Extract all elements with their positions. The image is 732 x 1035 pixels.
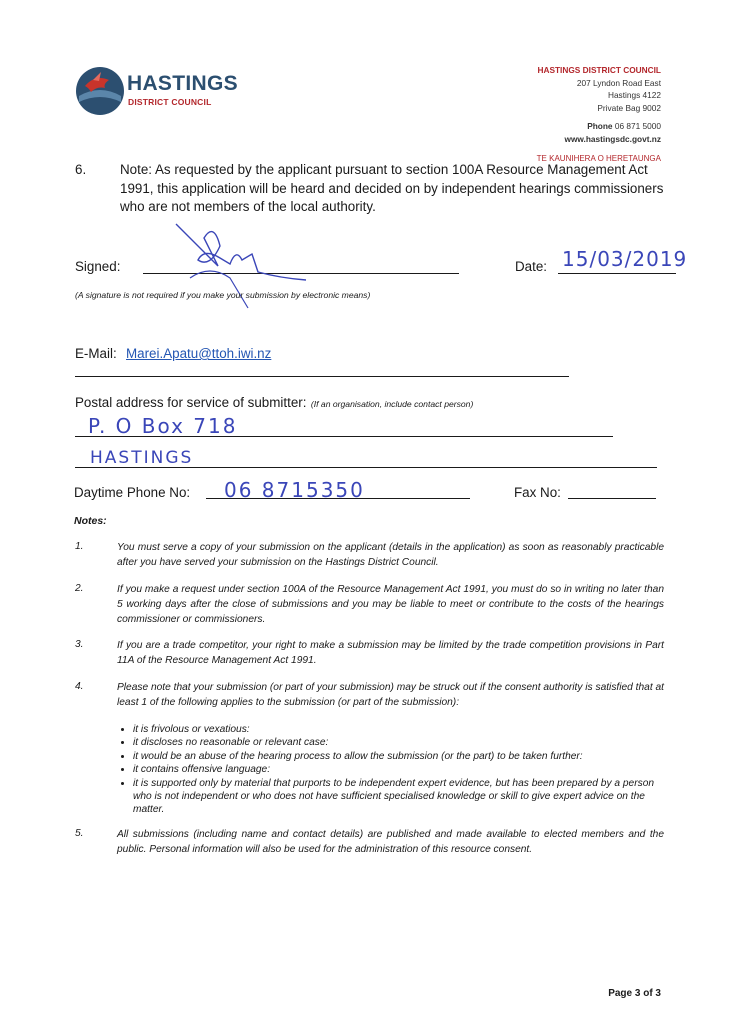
maori-council-name: TE KAUNIHERA O HERETAUNGA: [536, 154, 661, 163]
council-logo: [75, 66, 255, 118]
phone-label: Daytime Phone No:: [74, 485, 191, 500]
bullet-item: • it discloses no reasonable or relevant case:: [133, 736, 665, 749]
email-label: E-Mail:: [75, 346, 117, 361]
note-5-number: 5.: [75, 828, 84, 839]
fax-label: Fax No:: [514, 485, 561, 500]
date-label: Date:: [515, 259, 548, 274]
page-number: Page 3 of 3: [608, 988, 661, 999]
email-line: [75, 376, 569, 377]
note-1-number: 1.: [75, 541, 84, 552]
logo-subtitle: DISTRICT COUNCIL: [128, 97, 212, 107]
email-link[interactable]: Marei.Apatu@ttoh.iwi.nz: [126, 346, 272, 361]
fax-line: [568, 498, 656, 499]
address-line3: Private Bag 9002: [597, 102, 661, 113]
postal-note: (If an organisation, include contact person): [310, 399, 474, 409]
note-3-text: If you are a trade competitor, your right to make a submission may be limited by the trade competition provisions in Part 11A of the Resource Management Act 1991.: [117, 640, 664, 666]
item6-text: Note: As requested by the applicant pursuant to section 100A Resource Management Act 1991, this application will be heard and decided on by independent hearings commissioners who are not members of the local authority.: [120, 162, 664, 214]
council-address: [537, 64, 661, 145]
address-website: www.hastingsdc.govt.nz: [564, 133, 661, 144]
bullet-item: • it is supported only by material that purports to be independent expert evidence, but has been prepared by a person who is not independent or who does not have sufficient specialised knowledge or skill to give expert advice on the matter.: [133, 777, 665, 817]
address-line1: 207 Lyndon Road East: [576, 77, 661, 88]
note-5-text: All submissions (including name and contact details) are published and made available to elected members and the public. Personal information will also be used for the administration of this resource consent.: [117, 829, 664, 855]
signed-label: Signed:: [75, 259, 121, 274]
bullet-item: • it would be an abuse of the hearing process to allow the submission (or the part) to be taken further:: [133, 750, 665, 763]
note-1-text: You must serve a copy of your submission on the applicant (details in the application) as soon as reasonably practicable after you have served your submission on the Hastings District Council.: [117, 542, 664, 568]
address-council: HASTINGS DISTRICT COUNCIL: [537, 65, 661, 75]
note-4-bullets: [117, 723, 665, 817]
note-2-text: If you make a request under section 100A of the Resource Management Act 1991, you must do so in writing no later than 5 working days after the close of submissions and you may be liable to meet or contribute to the costs of the hearings commissioner or commissioners.: [117, 584, 664, 625]
phone-value: 06 8715350: [224, 478, 365, 502]
note-3-number: 3.: [75, 639, 84, 650]
address-phone: Phone 06 871 5000: [587, 121, 661, 131]
date-value: 15/03/2019: [562, 247, 688, 271]
note-4-number: 4.: [75, 681, 84, 692]
postal-label-row: [75, 394, 473, 412]
notes-heading: Notes:: [74, 515, 107, 527]
date-line: [558, 273, 676, 274]
note-2-number: 2.: [75, 583, 84, 594]
phone-line: [206, 498, 470, 499]
postal-line2: [75, 467, 657, 468]
postal-line1-value: P. O Box 718: [88, 414, 238, 438]
bullet-item: • it is frivolous or vexatious:: [133, 723, 665, 736]
logo-name: HASTINGS: [127, 72, 238, 95]
signature-note: (A signature is not required if you make your submission by electronic means): [75, 290, 371, 300]
item6-number: 6.: [75, 162, 87, 177]
postal-label: Postal address for service of submitter:: [75, 395, 307, 410]
postal-line1: [75, 436, 613, 437]
postal-line2-value: HASTINGS: [90, 448, 194, 468]
note-4-text: Please note that your submission (or part of your submission) may be struck out if the consent authority is satisfied that at least 1 of the following applies to the submission (or part of the submission):: [117, 682, 664, 708]
address-line2: Hastings 4122: [607, 90, 661, 100]
bullet-item: • it contains offensive language:: [133, 763, 665, 776]
logo-emblem-icon: [75, 66, 125, 116]
